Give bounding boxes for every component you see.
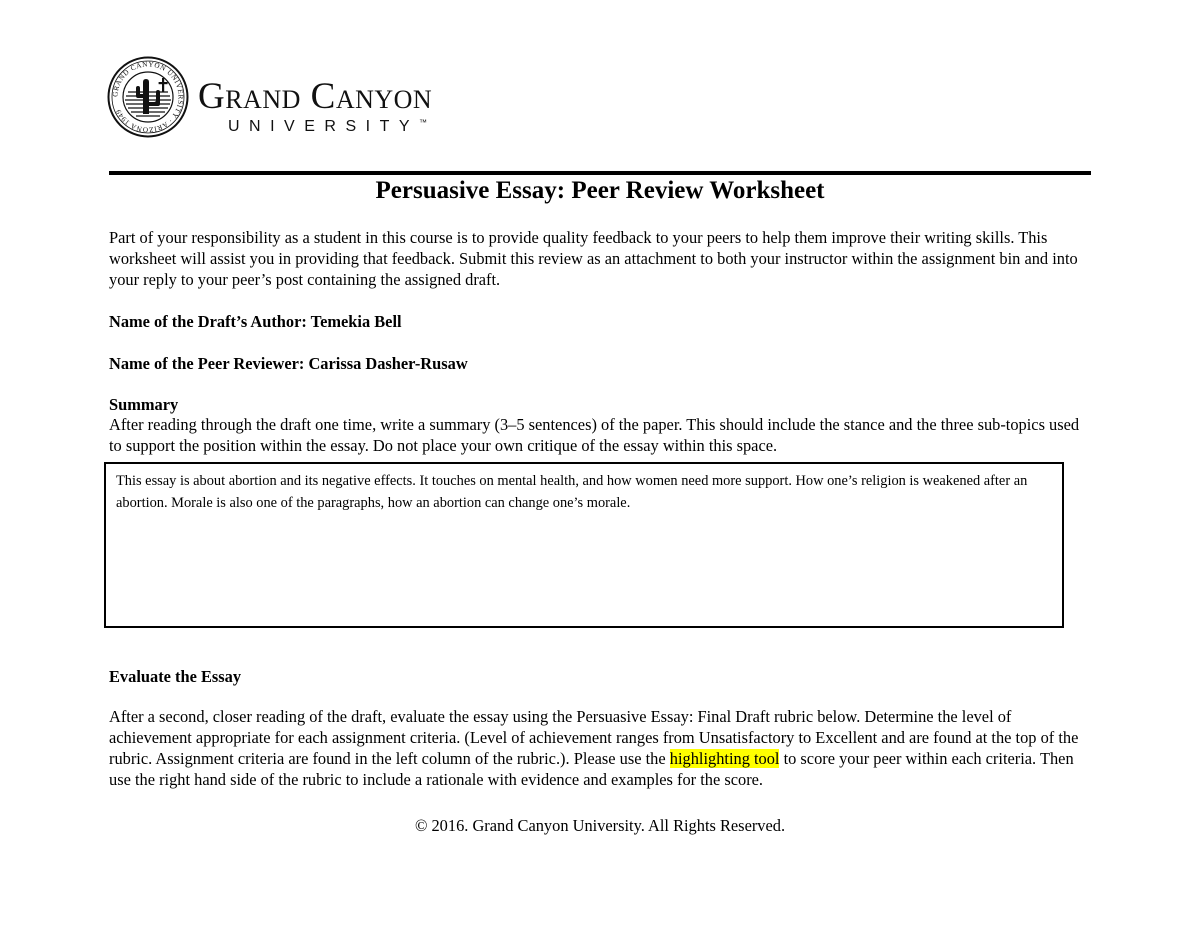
summary-heading: Summary [109,395,179,414]
summary-response-text: This essay is about abortion and its negative effects. It touches on mental health, and how women need more support. How one’s religion is weakened after an abortion. Morale is also one of the paragraphs, how an abortion can change one’s morale. [116,473,1028,511]
university-logo [107,56,487,138]
logo-name-bottom [228,118,432,136]
university-wordmark [198,78,432,136]
university-seal-icon [107,56,189,138]
highlighted-phrase: highlighting tool [669,749,780,768]
header-divider [109,171,1091,175]
logo-trademark: ™ [419,118,428,127]
svg-text:GRAND CANYON UNIVERSITY · ARIZ: GRAND CANYON UNIVERSITY · ARIZONA 1949 [111,60,185,134]
intro-paragraph: Part of your responsibility as a student in this course is to provide quality feedback to your peers to help them improve their writing skills. This worksheet will assist you in providing that feedback. Submit this review as an attachment to both your instructor within the assignment bin and into your reply to your peer’s post containing the assigned draft. [109,228,1078,289]
evaluate-text-part2: to score your peer within each criteria. Then use the right hand side of the rubric to include a rationale with evidence and examples for the score. [109,749,1074,789]
evaluate-text-part1: After a second, closer reading of the draft, evaluate the essay using the Persuasive Essay: Final Draft rubric below. Determine the level of achievement appropriate for each assignment criteria. (Level of achievement ranges from Unsatisfactory to Excellent and are found at the top of the rubric. Assignment criteria are found in the left column of the rubric.). Please use the [109,707,1079,768]
evaluate-heading: Evaluate the Essay [109,667,242,686]
summary-instructions: After reading through the draft one time, write a summary (3–5 sentences) of the paper. This should include the stance and the three sub-topics used to support the position within the essay. Do not place your own critique of the essay within this space. [109,415,1080,455]
peer-reviewer-label: Name of the Peer Reviewer: Carissa Dasher-Rusaw [109,354,468,373]
summary-response-box[interactable] [104,462,1064,628]
page-title: Persuasive Essay: Peer Review Worksheet [375,177,825,204]
copyright-footer: © 2016. Grand Canyon University. All Rights Reserved. [414,816,786,835]
logo-name-top: Grand Canyon [198,76,433,117]
logo-name-bottom-text: UNIVERSITY [228,118,420,135]
draft-author-label: Name of the Draft’s Author: Temekia Bell [109,312,402,331]
evaluate-paragraph [109,706,1095,790]
